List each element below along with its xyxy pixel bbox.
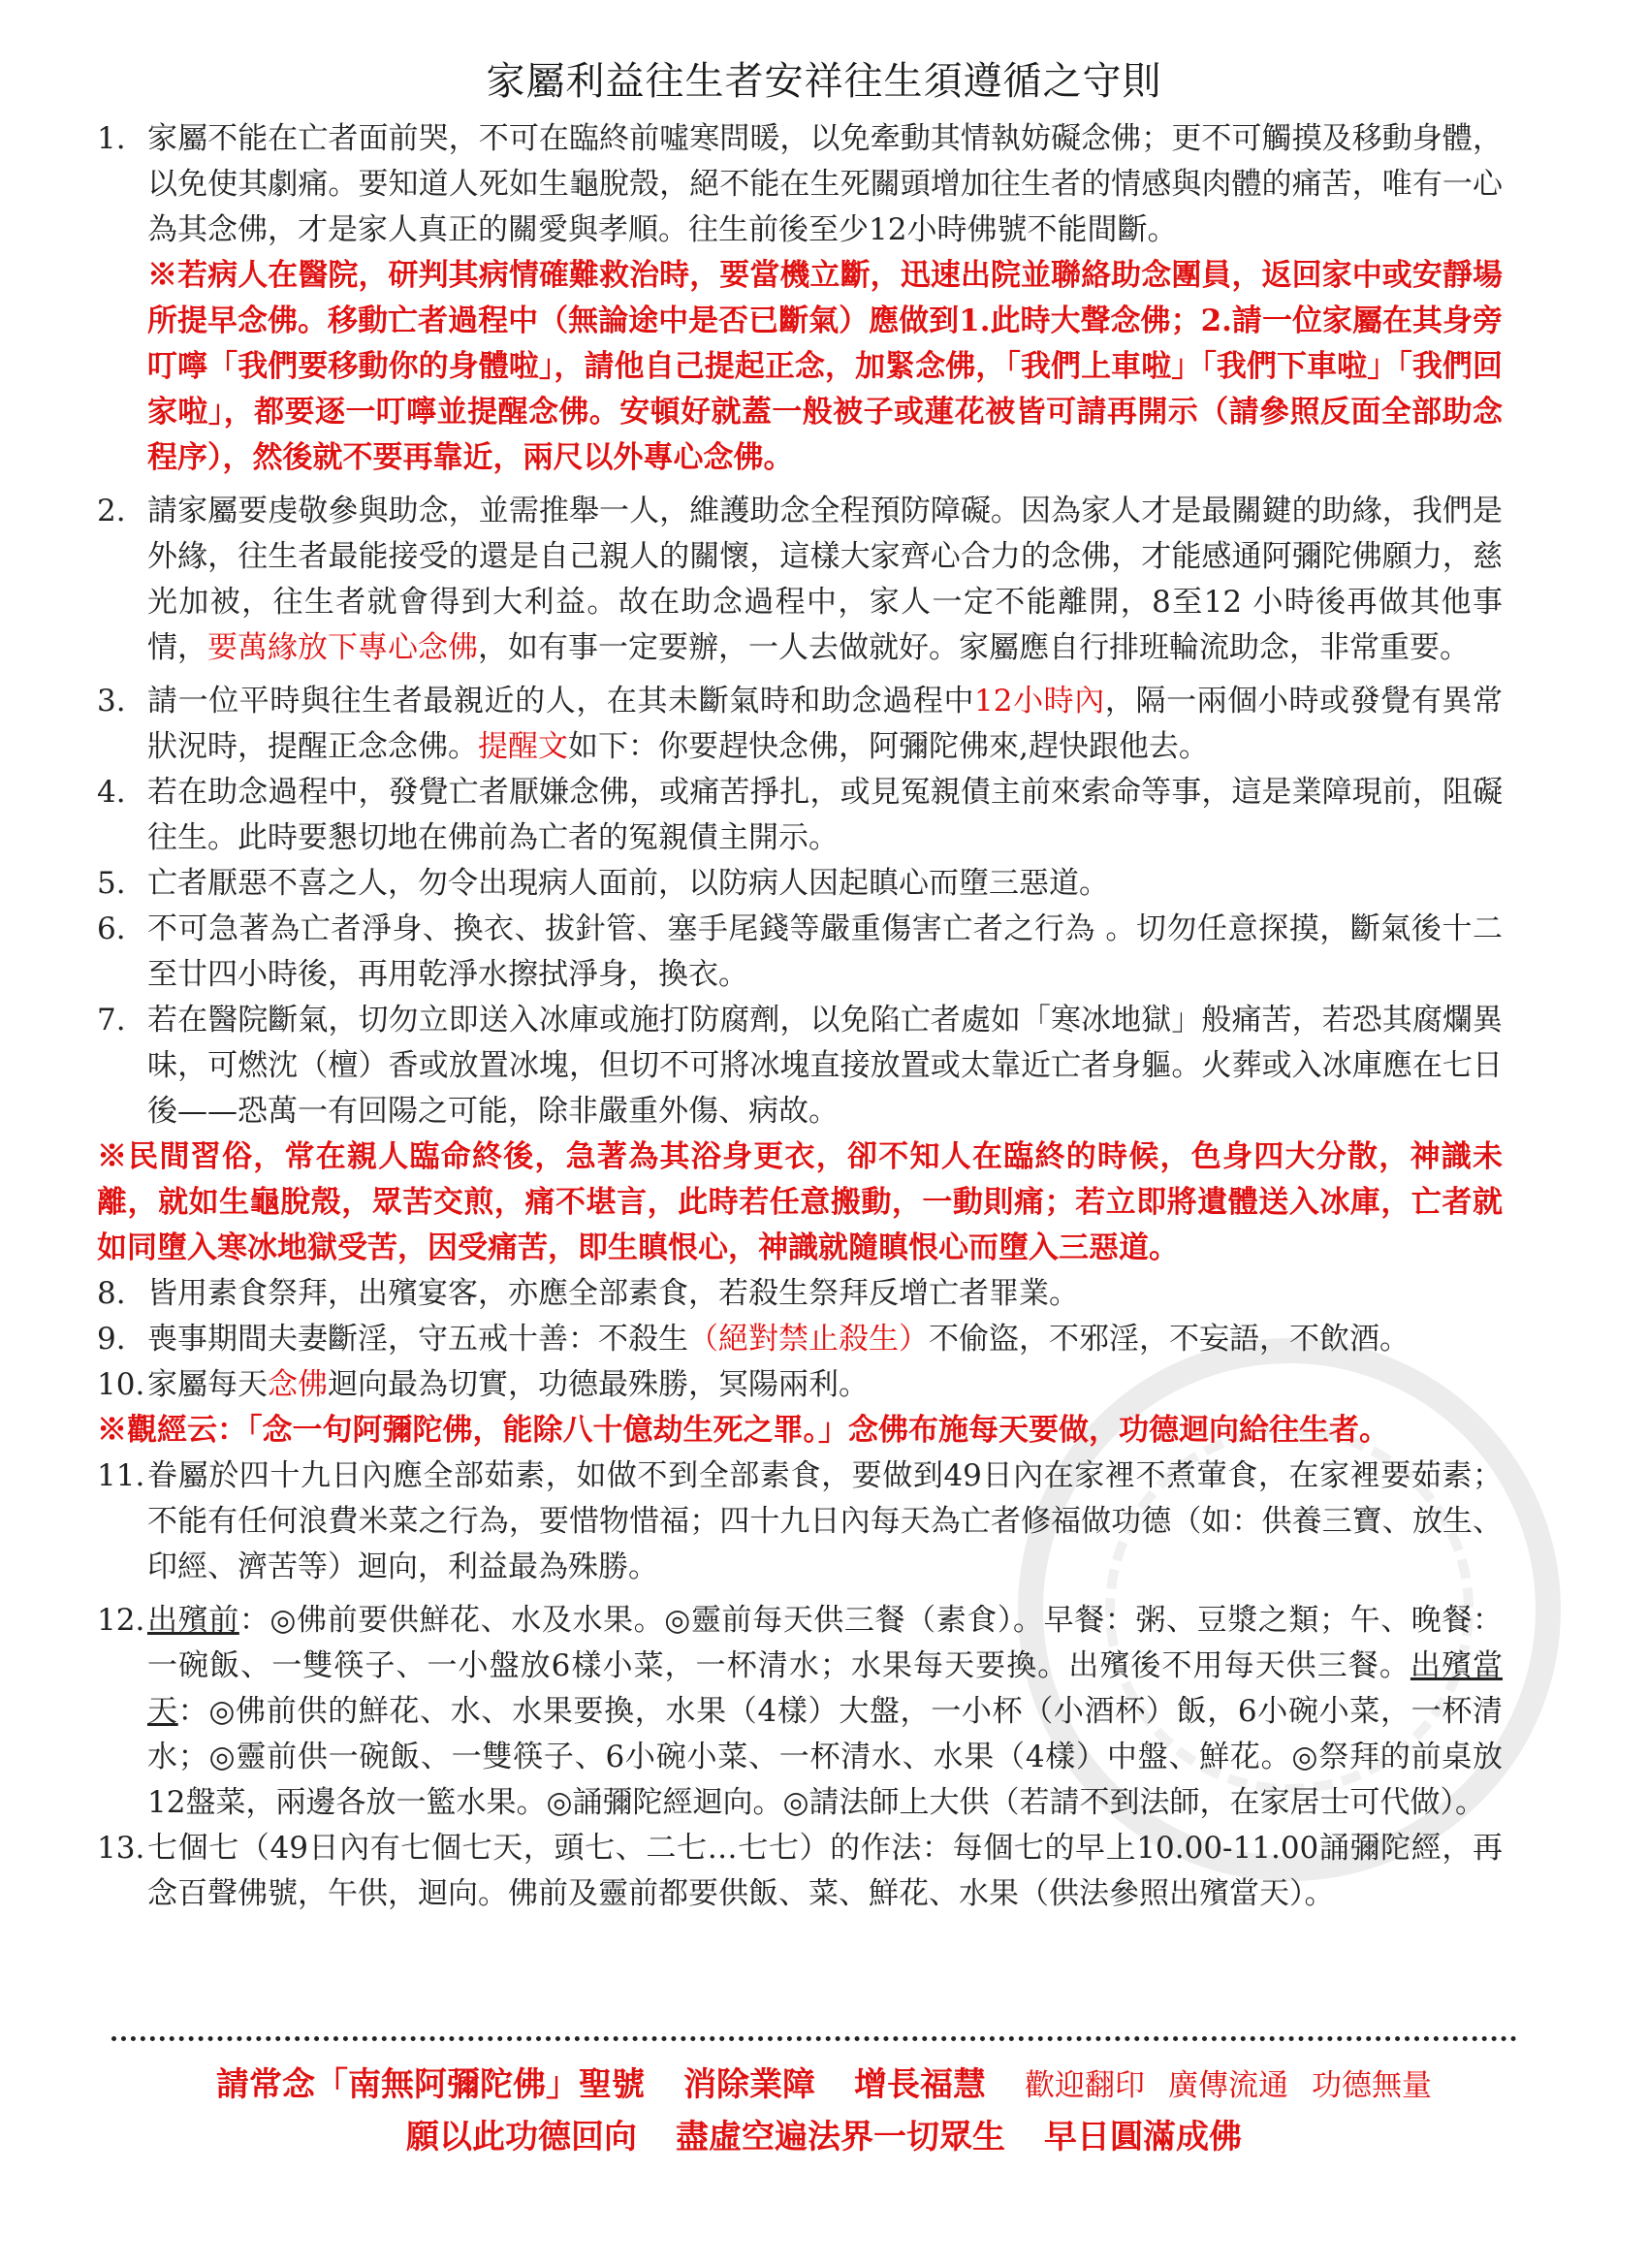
- rule-text: [147, 489, 1503, 671]
- text-segment: 家屬每天: [147, 1367, 268, 1402]
- text-segment: 請一位平時與往生者最親近的人，在其未斷氣時和助念過程中: [147, 684, 975, 719]
- footer-text: 功德無量: [1312, 2068, 1432, 2103]
- rule-1: [97, 116, 1503, 253]
- text-segment: ：◎佛前要供鮮花、水及水果。◎靈前每天供三餐（素食）。早餐：粥、豆漿之類；午、晚餐：一碗飯、一雙筷子、一小盤放6樣小菜，一杯清水；水果每天要換。出殯後不用每天供三餐。: [147, 1603, 1503, 1683]
- underlined-heading: 出殯當天: [147, 1648, 1503, 1729]
- text-segment: 迴向最為切實，功德最殊勝，冥陽兩利。: [328, 1367, 869, 1402]
- rule-number: 13.: [97, 1831, 145, 1866]
- custom-note: ※民間習俗，常在親人臨命終後，急著為其浴身更衣，卻不知人在臨終的時候，色身四大分散，神識未離，就如生龜脫殼，眾苦交煎，痛不堪言，此時若任意搬動，一動則痛；若立即將遺體送入冰庫，亡者就如同墮入寒冰地獄受苦，因受痛苦，即生瞋恨心，神識就隨瞋恨心而墮入三惡道。: [97, 1139, 1503, 1265]
- rule-7: [97, 998, 1503, 1134]
- footer-text: 歡迎翻印: [1025, 2068, 1145, 2103]
- text-segment: 喪事期間夫妻斷淫，守五戒十善：不殺生: [147, 1322, 688, 1357]
- rule-text: [147, 679, 1503, 770]
- footer-text: 願以此功德回向: [406, 2118, 637, 2156]
- text-segment: ：◎佛前供的鮮花、水、水果要換，水果（4樣）大盤，一小杯（小酒杯）飯，6小碗小菜，一杯清水；◎靈前供一碗飯、一雙筷子、6小碗小菜、一杯清水、水果（4樣）中盤、鮮花。◎祭拜的前桌放12盤菜，兩邊各放一籃水果。◎誦彌陀經迴向。◎請法師上大供（若請不到法師，在家居士可代做）。: [147, 1694, 1503, 1820]
- highlight-text: 念佛: [268, 1367, 328, 1402]
- footer-text: 早日圓滿成佛: [1044, 2118, 1242, 2156]
- highlight-text: 12小時內: [974, 684, 1105, 719]
- footer-line-2: [0, 2110, 1648, 2157]
- rule-number: 9.: [97, 1322, 126, 1357]
- rule-number: 4.: [97, 775, 126, 810]
- rule-number: 5.: [97, 866, 126, 901]
- rule-text: 皆用素食祭拜，出殯宴客，亦應全部素食，若殺生祭拜反增亡者罪業。: [147, 1276, 1079, 1311]
- text-segment: ，如有事一定要辦，一人去做就好。家屬應自行排班輪流助念，非常重要。: [478, 630, 1470, 665]
- underlined-heading: 出殯前: [147, 1603, 239, 1638]
- text-segment: 不偷盜，不邪淫，不妄語，不飲酒。: [929, 1322, 1410, 1357]
- text-segment: 請家屬要虔敬參與助念，並需推舉一人，維護助念全程預防障礙。因為家人才是最關鍵的助緣，我們是外緣，往生者最能接受的還是自己親人的關懷，這樣大家齊心合力的念佛，才能感通阿彌陀佛願力，慈光加被，往生者就會得到大利益。故在助念過程中，家人一定不能離開，8至12 小時後再做其他事情，: [147, 494, 1503, 665]
- rule-number: 12.: [97, 1603, 145, 1638]
- rule-10: [97, 1362, 1503, 1408]
- rule-text: 若在助念過程中，發覺亡者厭嫌念佛，或痛苦掙扎，或見冤親債主前來索命等事，這是業障現前，阻礙往生。此時要懇切地在佛前為亡者的冤親債主開示。: [147, 775, 1503, 855]
- rule-text: 家屬不能在亡者面前哭，不可在臨終前噓寒問暖，以免牽動其情執妨礙念佛；更不可觸摸及移動身體，以免使其劇痛。要知道人死如生龜脫殼，絕不能在生死關頭增加往生者的情感與肉體的痛苦，唯有一心為其念佛，才是家人真正的關愛與孝順。往生前後至少12小時佛號不能間斷。: [147, 121, 1503, 247]
- text-segment: ，隔一兩個小時或發覺有異常狀況時，提醒正念念佛。: [147, 684, 1504, 764]
- rule-5: [97, 861, 1503, 907]
- rule-number: 10.: [97, 1367, 145, 1402]
- highlight-text: 提醒文: [478, 729, 568, 764]
- rule-text: [147, 1317, 1503, 1362]
- rules-list: [97, 116, 1503, 1917]
- rule-number: 3.: [97, 684, 126, 719]
- footer-text: 增長福慧: [854, 2065, 986, 2104]
- rule-6: [97, 907, 1503, 998]
- rule-number: 6.: [97, 911, 126, 946]
- footer-text: 廣傳流通: [1168, 2068, 1288, 2103]
- sutra-note: ※觀經云：「念一句阿彌陀佛，能除八十億劫生死之罪。」念佛布施每天要做，功德迴向給往生者。: [97, 1413, 1389, 1448]
- rule-text: 不可急著為亡者淨身、換衣、拔針管、塞手尾錢等嚴重傷害亡者之行為 。切勿任意探摸，斷氣後十二至廿四小時後，再用乾淨水擦拭淨身，換衣。: [147, 911, 1503, 992]
- rule-number: 7.: [97, 1003, 126, 1038]
- rule-text: [147, 1362, 1503, 1408]
- rule-number: 11.: [97, 1458, 145, 1493]
- rule-number: 8.: [97, 1276, 126, 1311]
- text-segment: 如下：你要趕快念佛，阿彌陀佛來,趕快跟他去。: [568, 729, 1209, 764]
- rule-text: 亡者厭惡不喜之人，勿令出現病人面前，以防病人因起瞋心而墮三惡道。: [147, 866, 1109, 901]
- rule-3: [97, 679, 1503, 770]
- page-title: 家屬利益往生者安祥往生須遵循之守則: [486, 59, 1162, 104]
- rule-4: [97, 770, 1503, 861]
- rule-text: 若在醫院斷氣，切勿立即送入冰庫或施打防腐劑，以免陷亡者處如「寒冰地獄」般痛苦，若恐其腐爛異味，可燃沈（檀）香或放置冰塊，但切不可將冰塊直接放置或太靠近亡者身軀。火葬或入冰庫應在七日後——恐萬一有回陽之可能，除非嚴重外傷、病故。: [147, 1003, 1503, 1129]
- rule-13: [97, 1826, 1503, 1917]
- rule-text: 眷屬於四十九日內應全部茹素，如做不到全部素食，要做到49日內在家裡不煮葷食，在家裡要茹素；不能有任何浪費米菜之行為，要惜物惜福；四十九日內每天為亡者修福做功德（如：供養三寶、放生、印經、濟苦等）迴向，利益最為殊勝。: [147, 1458, 1503, 1584]
- rule-2: [97, 489, 1503, 671]
- rule-text: [147, 1598, 1503, 1826]
- rule-12: [97, 1598, 1503, 1826]
- rule-8: [97, 1271, 1503, 1317]
- highlight-text: （絕對禁止殺生）: [688, 1322, 929, 1357]
- rule-number: 2.: [97, 494, 126, 528]
- highlight-text: 要萬緣放下專心念佛: [207, 630, 478, 665]
- footer-text: 盡虛空遍法界一切眾生: [676, 2118, 1005, 2156]
- dotted-divider: [111, 2036, 1517, 2041]
- rule-number: 1.: [97, 121, 126, 156]
- footer-text: 請常念「南無阿彌陀佛」聖號: [216, 2065, 645, 2104]
- footer-line-1: [0, 2058, 1648, 2105]
- rule-9: [97, 1317, 1503, 1362]
- rule-11: [97, 1453, 1503, 1590]
- footer-text: 消除業障: [683, 2065, 815, 2104]
- hospital-note: ※若病人在醫院，研判其病情確難救治時，要當機立斷，迅速出院並聯絡助念團員，返回家中或安靜場所提早念佛。移動亡者過程中（無論途中是否已斷氣）應做到1.此時大聲念佛；2.請一位家屬在其身旁叮嚀「我們要移動你的身體啦」，請他自己提起正念，加緊念佛，「我們上車啦」「我們下車啦」「我們回家啦」，都要逐一叮嚀並提醒念佛。安頓好就蓋一般被子或蓮花被皆可請再開示（請參照反面全部助念程序），然後就不要再靠近，兩尺以外專心念佛。: [147, 258, 1503, 475]
- rule-text: 七個七（49日內有七個七天，頭七、二七…七七）的作法：每個七的早上10.00-11.00誦彌陀經，再念百聲佛號，午供，迴向。佛前及靈前都要供飯、菜、鮮花、水果（供法參照出殯當天）。: [147, 1831, 1503, 1911]
